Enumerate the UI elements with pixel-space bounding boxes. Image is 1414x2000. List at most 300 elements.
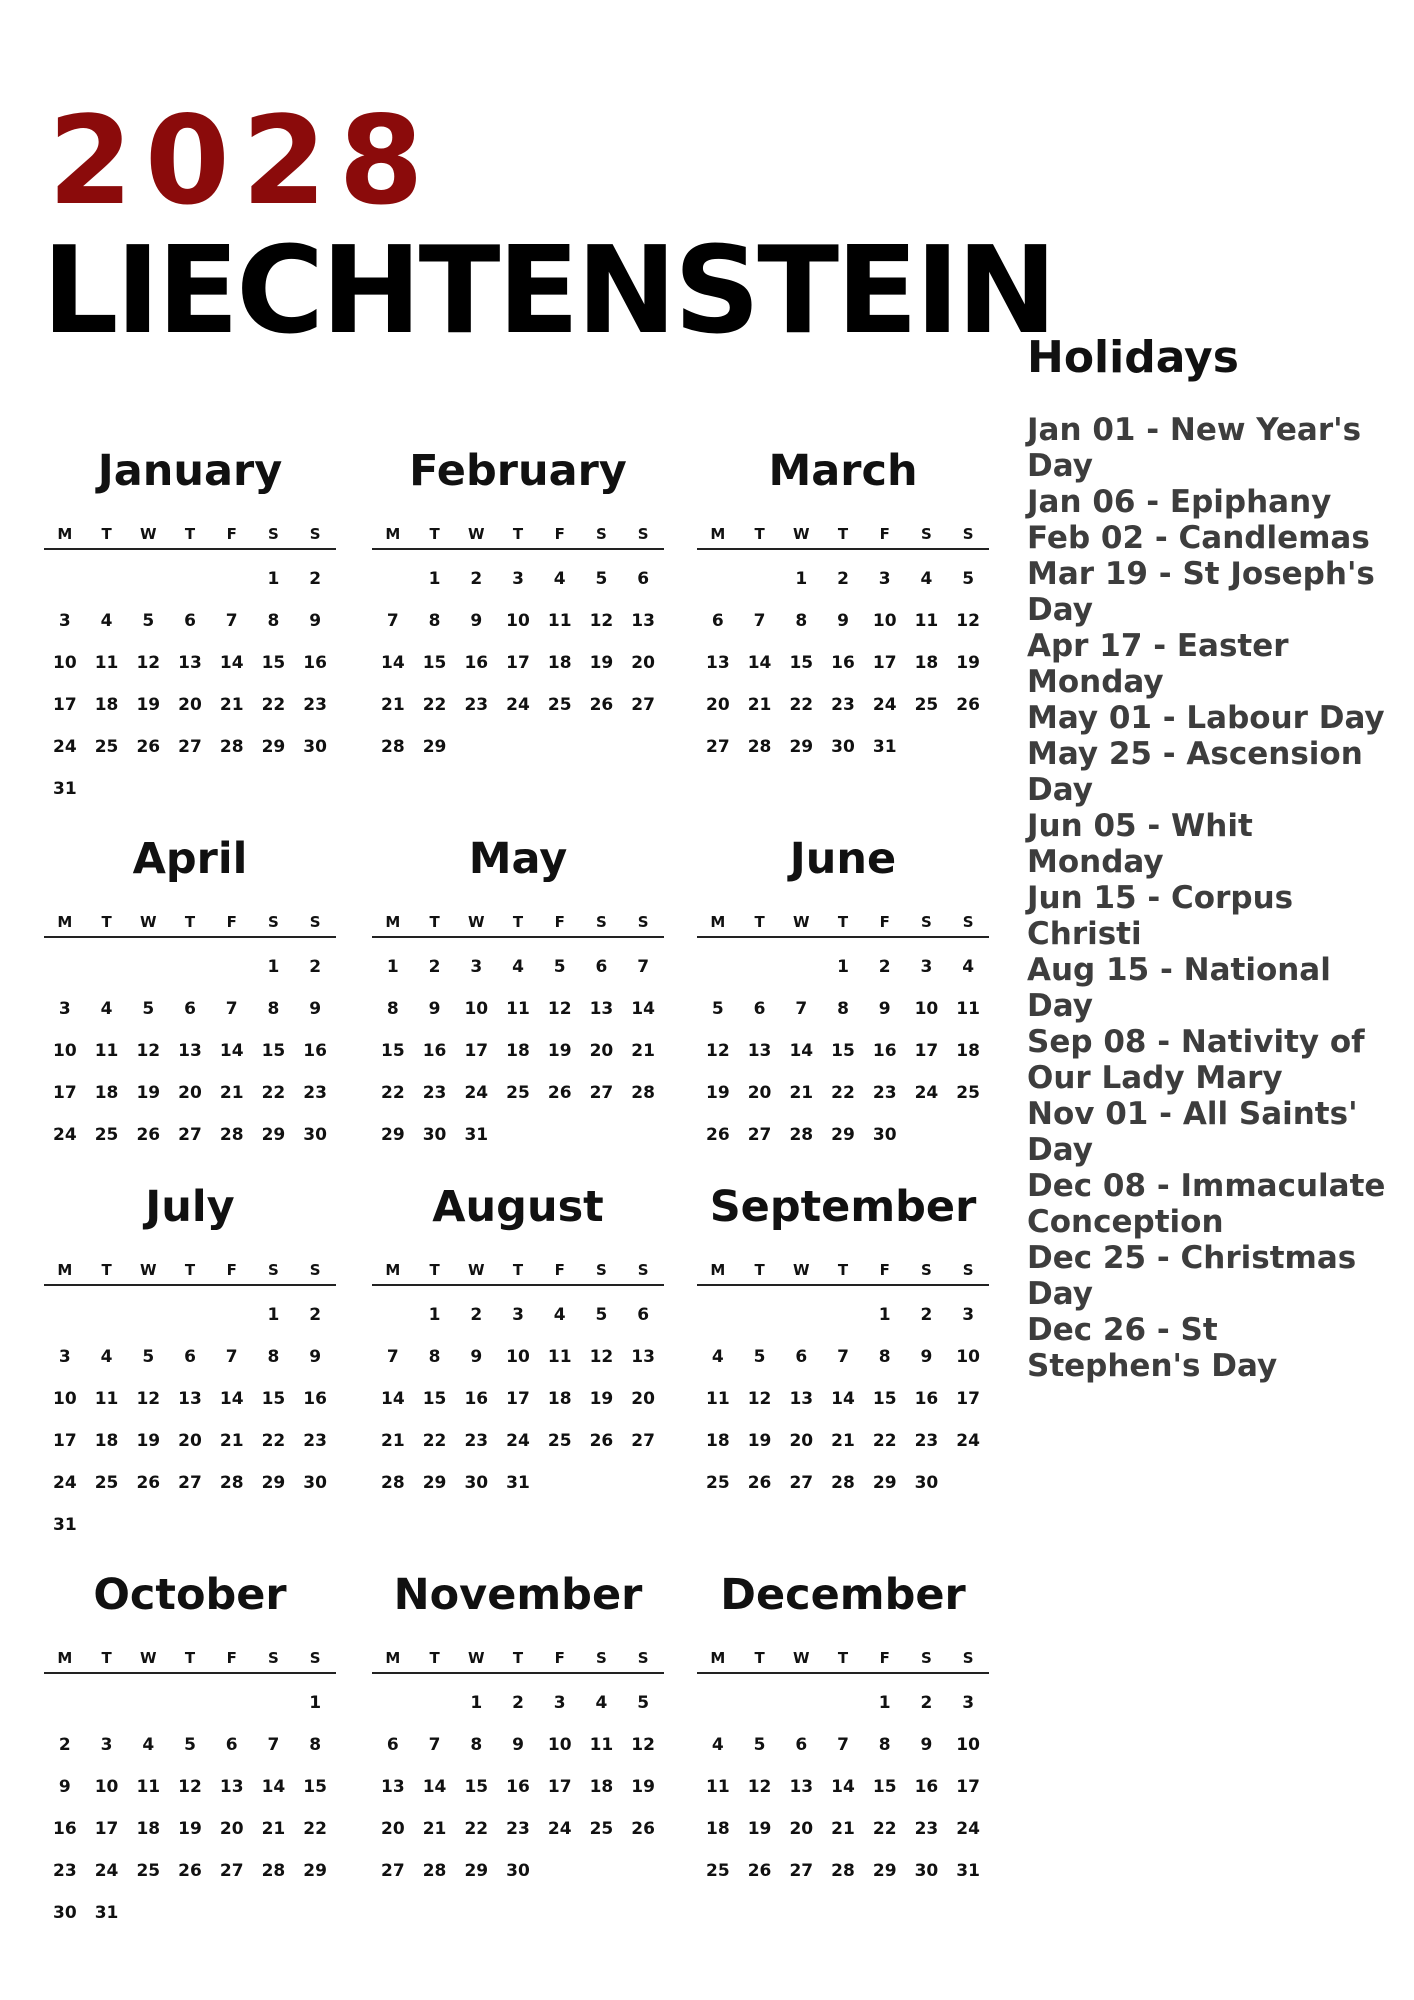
day-cell: 17: [547, 1777, 572, 1797]
month-march: [697, 446, 989, 768]
day-cell: 27: [789, 1473, 814, 1493]
day-cell: 30: [303, 737, 327, 757]
day-cell: 11: [706, 1777, 730, 1797]
day-cell: 16: [303, 1041, 327, 1061]
day-cell: 10: [94, 1777, 119, 1797]
day-cell: 29: [303, 1861, 327, 1881]
day-cell: 31: [506, 1473, 530, 1493]
day-cell: 23: [464, 1431, 489, 1451]
day-cell: 8: [878, 1735, 891, 1755]
day-cell: 27: [706, 737, 730, 757]
weekday-header: [697, 520, 989, 550]
day-cell: 21: [381, 1431, 405, 1451]
day-cell: 23: [506, 1819, 530, 1839]
day-cell: 17: [53, 1431, 77, 1451]
day-cell: 4: [100, 1347, 113, 1367]
day-cell: 19: [956, 653, 980, 673]
day-cell: 3: [100, 1735, 113, 1755]
day-blank: [822, 1294, 864, 1336]
day-cell: 1: [267, 1305, 280, 1325]
day-cell: 23: [422, 1083, 447, 1103]
day-cell: 1: [878, 1305, 891, 1325]
weekday-label: F: [879, 1649, 890, 1667]
weekday-label: S: [596, 913, 607, 931]
day-cell: 24: [956, 1431, 980, 1451]
day-cell: 7: [225, 1347, 238, 1367]
day-cell: 26: [747, 1861, 772, 1881]
day-cell: 14: [747, 653, 772, 673]
day-blank: [253, 1682, 295, 1724]
day-cell: 30: [303, 1125, 327, 1145]
day-cell: 17: [53, 695, 77, 715]
weekday-label: M: [710, 525, 726, 543]
day-cell: 5: [142, 1347, 155, 1367]
year-title: 2028: [48, 90, 436, 232]
day-cell: 10: [53, 1389, 77, 1409]
weekday-label: T: [184, 1649, 196, 1667]
day-cell: 22: [303, 1819, 327, 1839]
day-cell: 28: [219, 1125, 244, 1145]
day-cell: 8: [386, 999, 399, 1019]
day-cell: 10: [53, 653, 77, 673]
day-cell: 14: [422, 1777, 447, 1797]
day-cell: 7: [225, 999, 238, 1019]
weekday-label: S: [921, 1649, 932, 1667]
day-cell: 4: [100, 999, 113, 1019]
month-november: [372, 1570, 664, 1892]
day-blank: [697, 946, 739, 988]
day-cell: 2: [470, 1305, 483, 1325]
day-cell: 15: [303, 1777, 327, 1797]
day-cell: 7: [837, 1347, 849, 1367]
day-cell: 19: [136, 1083, 161, 1103]
weekday-label: T: [429, 913, 440, 931]
weekday-header: [44, 1644, 336, 1674]
holiday-item: Feb 02 - Candlemas: [1027, 520, 1370, 556]
day-cell: 29: [872, 1861, 897, 1881]
day-cell: 20: [706, 695, 730, 715]
weekday-header: [697, 908, 989, 938]
day-cell: 20: [789, 1431, 814, 1451]
day-cell: 9: [470, 1347, 483, 1367]
day-cell: 7: [428, 1735, 441, 1755]
day-cell: 15: [261, 1041, 286, 1061]
weekday-label: W: [793, 1261, 810, 1279]
day-cell: 19: [589, 1389, 614, 1409]
holiday-item: Jan 01 - New Year's Day: [1027, 412, 1362, 484]
day-cell: 24: [914, 1083, 939, 1103]
day-cell: 4: [920, 569, 933, 589]
day-cell: 18: [914, 653, 939, 673]
weekday-label: S: [921, 1261, 932, 1279]
day-blank: [739, 1294, 781, 1336]
day-cell: 14: [261, 1777, 286, 1797]
weekday-label: F: [226, 1649, 237, 1667]
day-cell: 2: [837, 569, 849, 589]
day-cell: 2: [920, 1305, 933, 1325]
month-name: May: [468, 834, 568, 884]
day-cell: 16: [53, 1819, 77, 1839]
day-cell: 26: [631, 1819, 655, 1839]
day-cell: 2: [309, 957, 322, 977]
weekday-header: [697, 1256, 989, 1286]
day-blank: [127, 1682, 169, 1724]
weekday-label: M: [57, 1261, 73, 1279]
day-cell: 1: [428, 1305, 441, 1325]
day-cell: 30: [831, 737, 855, 757]
holiday-list: [1027, 412, 1397, 1384]
day-cell: 5: [711, 999, 724, 1019]
holiday-item: Dec 25 - Christmas Day: [1027, 1240, 1357, 1312]
day-cell: 28: [831, 1861, 855, 1881]
day-blank: [86, 946, 128, 988]
weekday-label: S: [309, 1649, 321, 1667]
day-cell: 14: [631, 999, 655, 1019]
day-cell: 1: [267, 569, 280, 589]
weekday-label: M: [710, 1261, 726, 1279]
weekday-label: W: [468, 1649, 485, 1667]
day-cell: 9: [309, 1347, 322, 1367]
day-cell: 4: [711, 1735, 724, 1755]
day-cell: 9: [470, 611, 483, 631]
day-cell: 12: [631, 1735, 655, 1755]
day-blank: [169, 946, 211, 988]
day-cell: 1: [795, 569, 808, 589]
day-cell: 1: [470, 1693, 483, 1713]
day-cell: 20: [178, 695, 202, 715]
holiday-item: Mar 19 - St Joseph's Day: [1027, 556, 1375, 628]
day-cell: 25: [506, 1083, 530, 1103]
day-cell: 20: [789, 1819, 814, 1839]
weekday-label: T: [429, 1261, 440, 1279]
day-cell: 13: [381, 1777, 405, 1797]
day-cell: 9: [920, 1735, 933, 1755]
day-blank: [780, 1682, 822, 1724]
day-cell: 26: [136, 1125, 161, 1145]
weekday-label: T: [754, 525, 765, 543]
day-cell: 14: [831, 1777, 855, 1797]
day-cell: 9: [837, 611, 849, 631]
holiday-item: May 01 - Labour Day: [1027, 700, 1385, 736]
day-cell: 30: [506, 1861, 530, 1881]
day-blank: [169, 1294, 211, 1336]
day-cell: 15: [422, 1389, 447, 1409]
day-cell: 23: [303, 695, 327, 715]
day-blank: [211, 1294, 253, 1336]
day-cell: 25: [706, 1473, 730, 1493]
day-cell: 31: [53, 1515, 77, 1535]
day-cell: 6: [184, 1347, 196, 1367]
day-cell: 5: [142, 999, 155, 1019]
day-cell: 8: [428, 1347, 441, 1367]
day-blank: [372, 558, 414, 600]
day-cell: 25: [94, 1125, 119, 1145]
day-cell: 10: [956, 1735, 980, 1755]
day-cell: 15: [789, 653, 814, 673]
day-cell: 6: [184, 999, 196, 1019]
weekday-label: M: [57, 913, 73, 931]
day-cell: 21: [831, 1431, 855, 1451]
day-blank: [211, 946, 253, 988]
day-cell: 13: [631, 611, 655, 631]
day-cell: 22: [261, 695, 286, 715]
day-cell: 5: [753, 1347, 766, 1367]
holiday-item: Sep 08 - Nativity of Our Lady Mary: [1027, 1024, 1365, 1096]
day-blank: [44, 558, 86, 600]
day-cell: 14: [219, 653, 244, 673]
day-cell: 9: [309, 999, 322, 1019]
day-cell: 3: [962, 1693, 975, 1713]
day-cell: 22: [464, 1819, 489, 1839]
day-cell: 17: [872, 653, 897, 673]
day-cell: 11: [956, 999, 980, 1019]
day-cell: 21: [219, 1431, 244, 1451]
weekday-label: T: [512, 525, 524, 543]
day-cell: 31: [956, 1861, 980, 1881]
day-cell: 22: [422, 695, 447, 715]
day-cell: 5: [753, 1735, 766, 1755]
day-cell: 23: [914, 1819, 939, 1839]
weekday-label: S: [637, 913, 649, 931]
day-cell: 21: [381, 695, 405, 715]
weekday-label: F: [226, 913, 237, 931]
day-grid: [44, 946, 336, 1156]
day-blank: [697, 1294, 739, 1336]
weekday-label: M: [385, 913, 401, 931]
day-cell: 20: [631, 653, 655, 673]
day-cell: 6: [386, 1735, 399, 1755]
day-cell: 17: [956, 1777, 980, 1797]
day-cell: 31: [464, 1125, 489, 1145]
day-cell: 4: [553, 569, 566, 589]
day-cell: 15: [381, 1041, 405, 1061]
day-cell: 10: [506, 611, 530, 631]
day-cell: 3: [58, 999, 71, 1019]
day-cell: 11: [547, 611, 572, 631]
day-cell: 16: [303, 1389, 327, 1409]
weekday-label: F: [879, 913, 890, 931]
weekday-header: [44, 520, 336, 550]
day-blank: [414, 1682, 456, 1724]
day-cell: 14: [219, 1389, 244, 1409]
day-cell: 12: [178, 1777, 202, 1797]
day-cell: 1: [837, 957, 849, 977]
day-cell: 12: [589, 1347, 614, 1367]
day-cell: 25: [956, 1083, 980, 1103]
day-cell: 29: [261, 1473, 286, 1493]
day-cell: 28: [422, 1861, 447, 1881]
day-cell: 7: [795, 999, 808, 1019]
day-blank: [697, 1682, 739, 1724]
day-cell: 13: [789, 1389, 814, 1409]
weekday-label: W: [468, 525, 485, 543]
day-cell: 9: [428, 999, 441, 1019]
day-cell: 7: [267, 1735, 280, 1755]
day-cell: 12: [747, 1389, 772, 1409]
weekday-label: F: [554, 1261, 565, 1279]
weekday-label: F: [226, 525, 237, 543]
day-cell: 1: [386, 957, 399, 977]
weekday-label: T: [512, 913, 524, 931]
day-cell: 11: [706, 1389, 730, 1409]
day-cell: 3: [553, 1693, 566, 1713]
day-cell: 20: [631, 1389, 655, 1409]
day-cell: 19: [747, 1431, 772, 1451]
country-title: LIECHTENSTEIN: [42, 222, 1055, 361]
day-cell: 29: [261, 1125, 286, 1145]
day-cell: 23: [303, 1431, 327, 1451]
weekday-label: S: [596, 525, 607, 543]
weekday-label: T: [184, 525, 196, 543]
day-cell: 14: [831, 1389, 855, 1409]
weekday-header: [44, 908, 336, 938]
day-cell: 26: [589, 695, 614, 715]
day-cell: 16: [422, 1041, 447, 1061]
day-cell: 18: [547, 653, 572, 673]
weekday-label: S: [268, 1649, 279, 1667]
day-cell: 23: [303, 1083, 327, 1103]
weekday-label: S: [309, 1261, 321, 1279]
weekday-label: W: [793, 913, 810, 931]
day-cell: 16: [303, 653, 327, 673]
day-cell: 17: [914, 1041, 939, 1061]
weekday-label: S: [637, 1649, 649, 1667]
day-cell: 13: [178, 653, 202, 673]
day-cell: 11: [94, 1389, 119, 1409]
day-cell: 12: [589, 611, 614, 631]
month-july: [44, 1182, 336, 1546]
day-cell: 20: [747, 1083, 772, 1103]
month-name: January: [97, 446, 283, 496]
day-grid: [372, 1682, 664, 1892]
day-cell: 17: [94, 1819, 119, 1839]
weekday-label: T: [837, 913, 849, 931]
day-grid: [372, 558, 664, 768]
weekday-header: [372, 1256, 664, 1286]
weekday-label: S: [962, 1261, 974, 1279]
day-cell: 21: [219, 1083, 244, 1103]
day-cell: 27: [178, 737, 202, 757]
day-cell: 9: [309, 611, 322, 631]
day-cell: 29: [422, 1473, 447, 1493]
day-cell: 12: [547, 999, 572, 1019]
day-cell: 3: [512, 1305, 524, 1325]
weekday-label: M: [710, 1649, 726, 1667]
day-blank: [822, 1682, 864, 1724]
weekday-label: W: [793, 525, 810, 543]
day-cell: 24: [506, 695, 530, 715]
weekday-label: T: [429, 525, 440, 543]
day-cell: 2: [878, 957, 891, 977]
month-name: November: [393, 1570, 643, 1620]
weekday-label: M: [57, 525, 73, 543]
day-cell: 6: [637, 1305, 650, 1325]
weekday-label: S: [268, 1261, 279, 1279]
weekday-label: S: [921, 913, 932, 931]
day-blank: [780, 946, 822, 988]
day-cell: 2: [428, 957, 441, 977]
day-cell: 17: [956, 1389, 980, 1409]
weekday-label: M: [385, 1649, 401, 1667]
holiday-item: Dec 08 - Immaculate Conception: [1027, 1168, 1386, 1240]
day-blank: [372, 1294, 414, 1336]
day-blank: [44, 1294, 86, 1336]
weekday-label: T: [754, 1649, 765, 1667]
day-cell: 20: [219, 1819, 244, 1839]
day-cell: 28: [381, 737, 405, 757]
day-cell: 4: [711, 1347, 724, 1367]
weekday-label: S: [962, 1649, 974, 1667]
day-cell: 16: [506, 1777, 530, 1797]
month-october: [44, 1570, 336, 1934]
day-cell: 27: [631, 695, 655, 715]
weekday-label: T: [754, 913, 765, 931]
day-cell: 20: [381, 1819, 405, 1839]
month-december: [697, 1570, 989, 1892]
weekday-label: F: [554, 1649, 565, 1667]
month-february: [372, 446, 664, 768]
day-cell: 26: [706, 1125, 730, 1145]
weekday-header: [44, 1256, 336, 1286]
day-cell: 16: [872, 1041, 897, 1061]
day-cell: 20: [178, 1083, 202, 1103]
day-cell: 21: [261, 1819, 286, 1839]
day-cell: 29: [381, 1125, 405, 1145]
day-cell: 24: [53, 1125, 77, 1145]
day-cell: 27: [178, 1473, 202, 1493]
day-cell: 29: [831, 1125, 855, 1145]
day-cell: 13: [747, 1041, 772, 1061]
day-cell: 15: [872, 1389, 897, 1409]
day-grid: [44, 558, 336, 810]
day-cell: 6: [595, 957, 608, 977]
day-cell: 6: [184, 611, 196, 631]
day-cell: 10: [956, 1347, 980, 1367]
day-cell: 21: [219, 695, 244, 715]
day-cell: 2: [309, 1305, 322, 1325]
weekday-label: S: [309, 525, 321, 543]
day-cell: 18: [136, 1819, 161, 1839]
day-blank: [697, 558, 739, 600]
day-cell: 15: [831, 1041, 855, 1061]
day-cell: 24: [872, 695, 897, 715]
weekday-label: W: [793, 1649, 810, 1667]
weekday-label: T: [429, 1649, 440, 1667]
day-cell: 30: [53, 1903, 77, 1923]
day-blank: [86, 558, 128, 600]
month-name: February: [409, 446, 627, 496]
day-cell: 8: [267, 999, 280, 1019]
weekday-label: S: [921, 525, 932, 543]
day-cell: 10: [914, 999, 939, 1019]
day-cell: 13: [631, 1347, 655, 1367]
day-cell: 3: [58, 611, 71, 631]
day-cell: 2: [512, 1693, 524, 1713]
day-blank: [739, 946, 781, 988]
month-name: June: [789, 834, 897, 884]
day-cell: 3: [512, 569, 524, 589]
day-cell: 15: [464, 1777, 489, 1797]
weekday-label: M: [710, 913, 726, 931]
day-cell: 30: [464, 1473, 489, 1493]
day-cell: 24: [464, 1083, 489, 1103]
day-cell: 25: [94, 737, 119, 757]
day-cell: 11: [94, 653, 119, 673]
day-cell: 3: [470, 957, 483, 977]
weekday-label: T: [101, 525, 112, 543]
weekday-label: S: [962, 525, 974, 543]
day-cell: 14: [219, 1041, 244, 1061]
